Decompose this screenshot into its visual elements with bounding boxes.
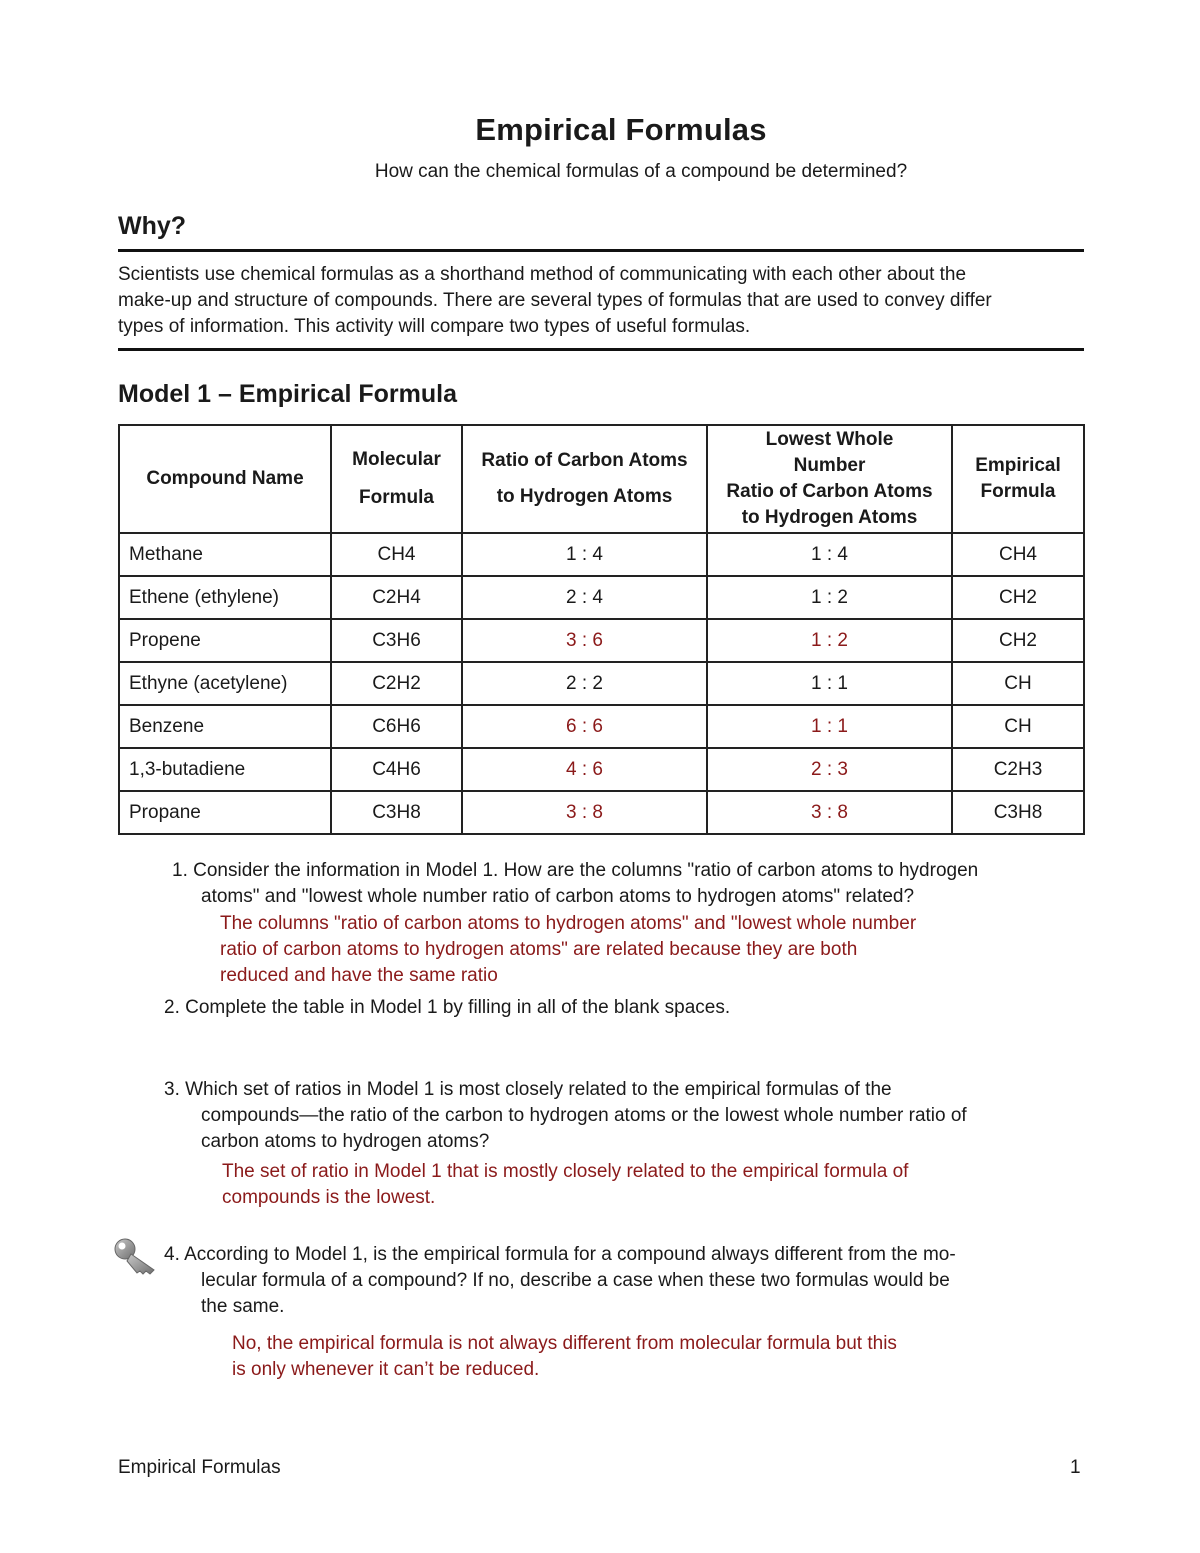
question-line: compounds—the ratio of the carbon to hydrogen atoms or the lowest whole number ratio of xyxy=(201,1105,967,1126)
divider xyxy=(118,249,1084,252)
table-row xyxy=(119,791,1084,834)
cell-molecular: C6H6 xyxy=(331,705,462,748)
answer-4 xyxy=(232,1331,897,1383)
answer-3 xyxy=(222,1159,908,1211)
cell-molecular: C3H8 xyxy=(331,791,462,834)
cell-empirical: C2H3 xyxy=(952,748,1084,791)
header-label: Empirical xyxy=(975,455,1061,476)
header-lowest-ratio xyxy=(707,425,952,533)
header-label: Number xyxy=(793,455,866,476)
key-icon xyxy=(112,1236,160,1276)
answer-line: No, the empirical formula is not always different from molecular formula but this xyxy=(232,1333,897,1354)
cell-molecular: C2H4 xyxy=(331,576,462,619)
table-header-row xyxy=(119,425,1084,533)
page-subtitle: How can the chemical formulas of a compound be determined? xyxy=(374,161,908,182)
header-label: Compound Name xyxy=(146,468,304,489)
question-line: the same. xyxy=(201,1296,285,1317)
cell-molecular: CH4 xyxy=(331,533,462,576)
question-1 xyxy=(172,858,978,910)
question-line: carbon atoms to hydrogen atoms? xyxy=(201,1131,490,1152)
cell-lowest: 1 : 1 xyxy=(707,705,952,748)
footer-title: Empirical Formulas xyxy=(118,1457,281,1478)
cell-compound: Ethene (ethylene) xyxy=(119,576,331,619)
why-paragraph xyxy=(118,262,1200,340)
header-label: Lowest Whole xyxy=(765,429,894,450)
why-line: types of information. This activity will compare two types of useful formulas. xyxy=(118,316,751,337)
cell-ratio: 1 : 4 xyxy=(462,533,707,576)
cell-lowest: 1 : 4 xyxy=(707,533,952,576)
cell-lowest: 3 : 8 xyxy=(707,791,952,834)
answer-1 xyxy=(220,911,916,989)
cell-lowest: 1 : 2 xyxy=(707,576,952,619)
header-compound-name xyxy=(119,425,331,533)
table-row xyxy=(119,576,1084,619)
cell-ratio: 2 : 4 xyxy=(462,576,707,619)
cell-molecular: C3H6 xyxy=(331,619,462,662)
cell-ratio: 2 : 2 xyxy=(462,662,707,705)
cell-molecular: C2H2 xyxy=(331,662,462,705)
header-label: Ratio of Carbon Atoms xyxy=(726,481,933,502)
why-line: make-up and structure of compounds. There are several types of formulas that are used to convey differ xyxy=(118,290,992,311)
cell-lowest: 2 : 3 xyxy=(707,748,952,791)
cell-empirical: CH4 xyxy=(952,533,1084,576)
answer-line: The columns "ratio of carbon atoms to hydrogen atoms" and "lowest whole number xyxy=(220,913,917,934)
why-heading: Why? xyxy=(118,212,187,240)
header-molecular-formula xyxy=(331,425,462,533)
question-line: atoms" and "lowest whole number ratio of carbon atoms to hydrogen atoms" related? xyxy=(201,886,915,907)
header-empirical-formula xyxy=(952,425,1084,533)
model-heading: Model 1 – Empirical Formula xyxy=(118,380,457,408)
header-label: Molecular xyxy=(352,449,441,470)
answer-line: The set of ratio in Model 1 that is mostly closely related to the empirical formula of xyxy=(222,1161,909,1182)
cell-empirical: CH2 xyxy=(952,619,1084,662)
cell-lowest: 1 : 2 xyxy=(707,619,952,662)
answer-line: is only whenever it can’t be reduced. xyxy=(232,1359,540,1380)
table-row xyxy=(119,619,1084,662)
question-line: 1. Consider the information in Model 1. How are the columns "ratio of carbon atoms to hydrogen xyxy=(172,860,979,881)
cell-compound: Methane xyxy=(119,533,331,576)
cell-empirical: CH2 xyxy=(952,576,1084,619)
header-label: to Hydrogen Atoms xyxy=(496,486,673,507)
answer-line: compounds is the lowest. xyxy=(222,1187,436,1208)
cell-ratio: 6 : 6 xyxy=(462,705,707,748)
table-row xyxy=(119,748,1084,791)
cell-compound: Propane xyxy=(119,791,331,834)
page-number: 1 xyxy=(1070,1457,1081,1478)
table-row xyxy=(119,705,1084,748)
answer-line: reduced and have the same ratio xyxy=(220,965,498,986)
header-label: Formula xyxy=(359,487,434,508)
cell-ratio: 3 : 6 xyxy=(462,619,707,662)
cell-compound: Benzene xyxy=(119,705,331,748)
cell-ratio: 3 : 8 xyxy=(462,791,707,834)
cell-compound: Propene xyxy=(119,619,331,662)
cell-empirical: CH xyxy=(952,705,1084,748)
question-line: 4. According to Model 1, is the empirical formula for a compound always different from the mo- xyxy=(164,1244,956,1265)
question-2 xyxy=(164,995,730,1021)
cell-molecular: C4H6 xyxy=(331,748,462,791)
cell-compound: Ethyne (acetylene) xyxy=(119,662,331,705)
header-label: to Hydrogen Atoms xyxy=(741,507,918,528)
table-row xyxy=(119,662,1084,705)
cell-ratio: 4 : 6 xyxy=(462,748,707,791)
header-label: Formula xyxy=(980,481,1056,502)
question-line: 2. Complete the table in Model 1 by filling in all of the blank spaces. xyxy=(164,997,731,1018)
cell-empirical: CH xyxy=(952,662,1084,705)
question-3 xyxy=(164,1077,967,1155)
question-line: lecular formula of a compound? If no, describe a case when these two formulas would be xyxy=(201,1270,950,1291)
cell-lowest: 1 : 1 xyxy=(707,662,952,705)
model-table xyxy=(118,424,1085,835)
header-ratio xyxy=(462,425,707,533)
question-4 xyxy=(164,1242,956,1320)
header-label: Ratio of Carbon Atoms xyxy=(481,450,688,471)
answer-line: ratio of carbon atoms to hydrogen atoms" are related because they are both xyxy=(220,939,858,960)
question-line: 3. Which set of ratios in Model 1 is most closely related to the empirical formulas of the xyxy=(164,1079,892,1100)
divider xyxy=(118,348,1084,351)
why-line: Scientists use chemical formulas as a shorthand method of communicating with each other about the xyxy=(118,264,967,285)
table-row xyxy=(119,533,1084,576)
cell-compound: 1,3-butadiene xyxy=(119,748,331,791)
cell-empirical: C3H8 xyxy=(952,791,1084,834)
page-title: Empirical Formulas xyxy=(475,112,767,147)
